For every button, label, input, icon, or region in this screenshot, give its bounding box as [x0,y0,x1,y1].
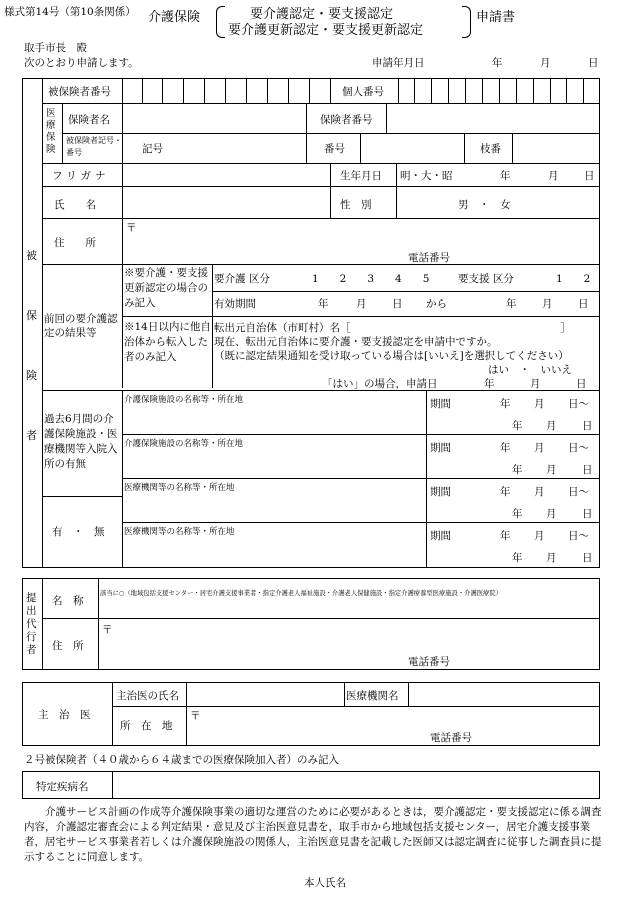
name-label: 氏 名 [54,199,96,211]
transfer-line1[interactable]: 転出元自治体（市町村）名［ ］ [214,322,571,334]
disease-input[interactable] [112,771,600,799]
form-number: 様式第14号（第10条関係） [4,6,136,18]
doctor-address-label: 所 在 地 [120,720,173,732]
support-level-label: 要支援 区分 [458,273,514,285]
addressee: 取手市長 殿 [24,42,87,54]
insurer-number-input[interactable] [386,103,600,133]
p2-from-year: 年 [500,442,511,454]
p3-from-day: 日〜 [568,486,589,498]
care-level-options[interactable]: 1 2 3 4 5 [312,273,430,285]
presence-options[interactable]: 有 ・ 無 [52,526,105,538]
transfer-line2: 現在、転出元自治体に要介護・要支援認定を申請中ですか。 [214,336,498,348]
prev-result-label: 前回の要介護認定の結果等 [44,313,118,339]
p4-to-month: 月 [546,552,557,564]
medical-name-label-1: 医療機関等の名称等・所在地 [124,483,235,493]
doctor-section-label: 主 治 医 [38,709,91,721]
facility-name-label-2: 介護保険施設の名称等・所在地 [124,439,244,449]
valid-from-day: 日 [392,298,403,310]
p2-to-year: 年 [512,464,523,476]
from-label: から [426,298,447,310]
edaban-input[interactable] [512,133,600,163]
intro-text: 次のとおり申請します。 [24,57,139,69]
medical-insurance-label: 医療保険 [46,108,56,155]
birth-year-label: 年 [500,170,511,182]
application-date-label: 申請年月日 [372,57,425,69]
facility-label: 過去6月間の介護保険施設・医療機関等入院入所の有無 [44,413,118,470]
birth-date-label: 生年月日 [340,170,382,182]
consent-text: 介護サービス計画の作成等介護保険事業の適切な運営のために必要があるときは，要介護認定・要支援認定に係る調査内容，介護認定審査会による判定結果・意見及び主治医意見書を，取手市から地域包括支援センター，居宅介護支援事業者，居宅サービス事業者若しくは介護保険施設の関係人，主治医意見書を記載した医師又は認定調査に従事した調査員に提示することに同意します。 [24,806,602,863]
facility-name-label-1: 介護保険施設の名称等・所在地 [124,395,244,405]
insured-number-label: 被保険者番号 [48,86,111,98]
p2-from-month: 月 [534,442,545,454]
gender-options[interactable]: 男 ・ 女 [458,199,511,211]
p1-to-day: 日 [582,420,593,432]
address-input[interactable] [136,220,596,246]
disease-label: 特定疾病名 [36,781,89,793]
medical-name-label-2: 医療機関等の名称等・所在地 [124,527,235,537]
p2-to-day: 日 [582,464,593,476]
valid-period-label: 有効期間 [214,298,256,310]
p3-from-month: 月 [534,486,545,498]
valid-to-month: 月 [542,298,553,310]
period-label-4: 期間 [430,530,451,542]
phone-label: 電話番号 [408,252,450,264]
agent-address-label: 住 所 [52,640,84,652]
p1-from-year: 年 [500,398,511,410]
name-input[interactable] [122,186,330,218]
form-title-right: 申請書 [476,10,516,25]
agent-address-input[interactable] [114,622,594,650]
transfer-line3: （既に認定結果通知を受け取っている場合は[いいえ]を選択してください） [214,350,569,362]
support-level-options[interactable]: 1 2 [556,273,591,285]
insurer-number-label: 保険者番号 [320,114,373,126]
p2-from-day: 日〜 [568,442,589,454]
agent-postal-mark: 〒 [102,624,113,636]
insurer-name-input[interactable] [122,103,306,133]
bango-input[interactable] [360,133,464,163]
applicant-section-label: 被保険者 [26,249,37,442]
postal-mark: 〒 [126,222,137,234]
specific-note: ２号被保険者（４０歳から６４歳までの医療保険加入者）のみ記入 [24,754,339,766]
valid-to-day: 日 [578,298,589,310]
institution-label: 医療機関名 [346,690,399,702]
kigo-label: 記号 [142,143,163,155]
transfer-note: ※14日以内に他自治体から転入した者のみ記入 [124,321,211,363]
p3-to-day: 日 [582,508,593,520]
p4-from-day: 日〜 [568,530,589,542]
furigana-label: フリガナ [52,170,110,182]
period-label-3: 期間 [430,486,451,498]
doctor-name-input[interactable] [186,682,344,706]
form-title-line1: 要介護認定・要支援認定 [250,7,394,22]
address-label: 住 所 [54,237,96,249]
p2-to-month: 月 [546,464,557,476]
date-day-label: 日 [588,57,599,69]
bango-label: 番号 [324,143,345,155]
form-title-left: 介護保険 [148,10,201,25]
agent-section-label: 提出代行者 [26,592,37,656]
institution-input[interactable] [408,682,600,706]
p4-to-day: 日 [582,552,593,564]
doctor-address-input[interactable] [202,708,594,728]
doctor-postal-mark: 〒 [190,710,201,722]
prev-note: ※要介護・要支援更新認定の場合のみ記入 [124,267,208,309]
yes-date-label: 「はい」の場合，申請日 [322,378,438,390]
period-label-2: 期間 [430,442,451,454]
symbol-number-label: 被保険者記号・番号 [66,136,122,157]
agent-applicable-note[interactable]: 該当に○（地域包括支援センター・居宅介護支援事業者・指定介護老人福祉施設・介護老人保健施設・指定介護療養型医療施設・介護医療院） [100,590,502,597]
agent-name-label: 名 称 [52,595,84,607]
gender-label: 性 別 [340,199,372,211]
p1-from-day: 日〜 [568,398,589,410]
birth-month-label: 月 [548,170,559,182]
furigana-input[interactable] [122,163,330,186]
p4-from-month: 月 [534,530,545,542]
doctor-phone-label: 電話番号 [430,732,472,744]
signature-label: 本人氏名 [304,877,346,889]
p4-to-year: 年 [512,552,523,564]
p1-from-month: 月 [534,398,545,410]
insurer-name-label: 保険者名 [68,114,110,126]
p3-from-year: 年 [500,486,511,498]
valid-from-year: 年 [318,298,329,310]
kigo-input[interactable] [168,133,306,163]
insured-number-input[interactable] [122,78,330,103]
valid-from-month: 月 [356,298,367,310]
personal-number-label: 個人番号 [342,86,384,98]
edaban-label: 枝番 [480,143,501,155]
p3-to-month: 月 [546,508,557,520]
period-label-1: 期間 [430,398,451,410]
yes-date-month: 月 [530,378,541,390]
valid-to-year: 年 [506,298,517,310]
date-month-label: 月 [540,57,551,69]
date-year-label: 年 [492,57,503,69]
p4-from-year: 年 [500,530,511,542]
p1-to-year: 年 [512,420,523,432]
p1-to-month: 月 [546,420,557,432]
era-options[interactable]: 明・大・昭 [400,170,453,182]
birth-day-label: 日 [584,170,595,182]
doctor-name-label: 主治医の氏名 [116,690,179,702]
yes-date-day: 日 [576,378,587,390]
yes-date-year: 年 [484,378,495,390]
p3-to-year: 年 [512,508,523,520]
yes-no-options[interactable]: はい ・ いいえ [488,364,572,376]
signature-input[interactable] [356,868,596,892]
agent-phone-label: 電話番号 [408,656,450,668]
form-title-line2: 要介護更新認定・要支援更新認定 [228,23,424,38]
care-level-label: 要介護 区分 [214,273,270,285]
